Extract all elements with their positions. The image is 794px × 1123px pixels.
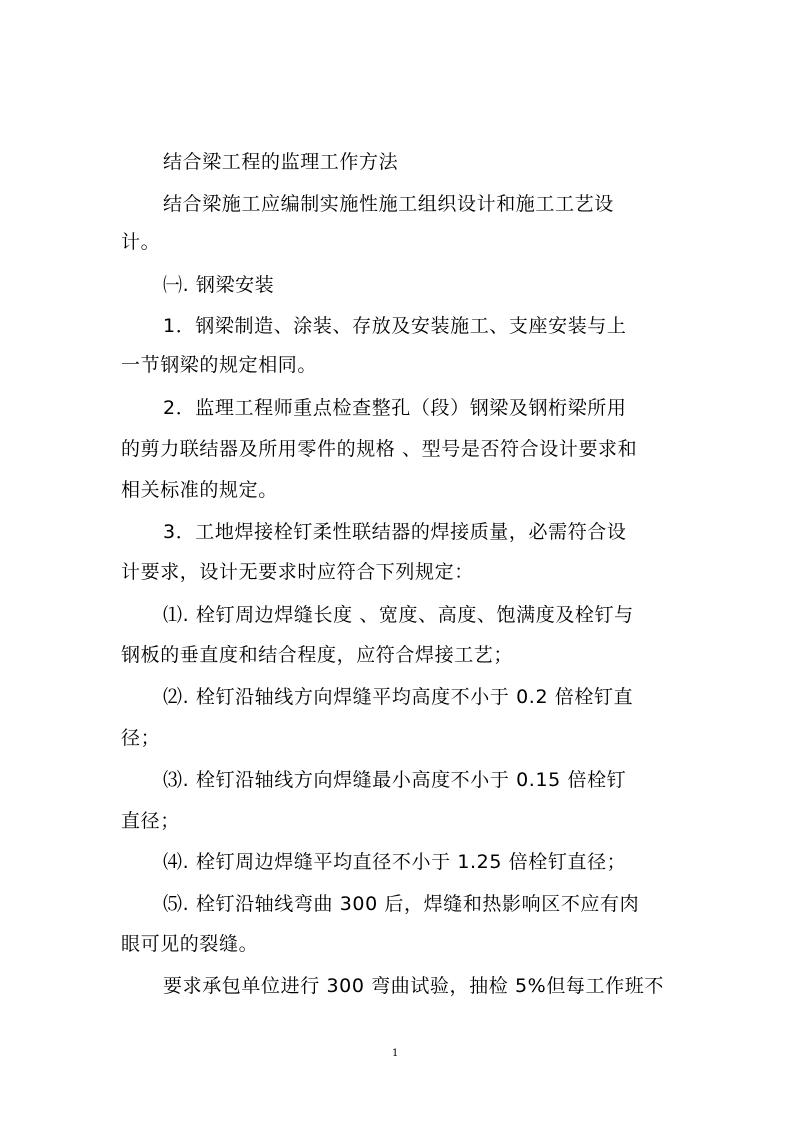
text-line: 结合梁施工应编制实施性施工组织设计和施工工艺设 bbox=[163, 193, 614, 215]
text-line: 直径； bbox=[121, 810, 180, 832]
text-line: 1．钢梁制造、涂装、存放及安装施工、支座安装与上 bbox=[163, 315, 627, 337]
text-line: ⑴. 栓钉周边焊缝长度 、宽度、高度、饱满度及栓钉与 bbox=[163, 604, 634, 626]
text-line: ⑵. 栓钉沿轴线方向焊缝平均高度不小于 0.2 倍栓钉直 bbox=[163, 686, 634, 708]
page-number: 1 bbox=[392, 1048, 399, 1059]
text-line: 相关标准的规定。 bbox=[121, 479, 278, 501]
text-line: ⑷. 栓钉周边焊缝平均直径不小于 1.25 倍栓钉直径； bbox=[163, 851, 627, 873]
text-line: 径； bbox=[121, 727, 161, 749]
text-line: 一节钢梁的规定相同。 bbox=[121, 354, 318, 376]
text-line: 要求承包单位进行 300 弯曲试验，抽检 5%但每工作班不 bbox=[163, 975, 664, 997]
text-line: 3．工地焊接栓钉柔性联结器的焊接质量，必需符合设 bbox=[163, 521, 627, 543]
text-line: 计。 bbox=[121, 231, 161, 253]
text-line: 眼可见的裂缝。 bbox=[121, 933, 259, 955]
text-line: ⑸. 栓钉沿轴线弯曲 300 后，焊缝和热影响区不应有肉 bbox=[163, 893, 640, 915]
text-line: ⑶. 栓钉沿轴线方向焊缝最小高度不小于 0.15 倍栓钉 bbox=[163, 769, 627, 791]
text-line: 2．监理工程师重点检查整孔（段）钢梁及钢桁梁所用 bbox=[163, 397, 627, 419]
text-line: 的剪力联结器及所用零件的规格 、型号是否符合设计要求和 bbox=[121, 438, 638, 460]
document-title: 结合梁工程的监理工作方法 bbox=[163, 151, 399, 173]
text-line: 计要求，设计无要求时应符合下列规定： bbox=[121, 561, 474, 583]
text-line: 钢板的垂直度和结合程度，应符合焊接工艺； bbox=[121, 644, 514, 666]
section-heading: ㈠. 钢梁安装 bbox=[163, 274, 275, 296]
